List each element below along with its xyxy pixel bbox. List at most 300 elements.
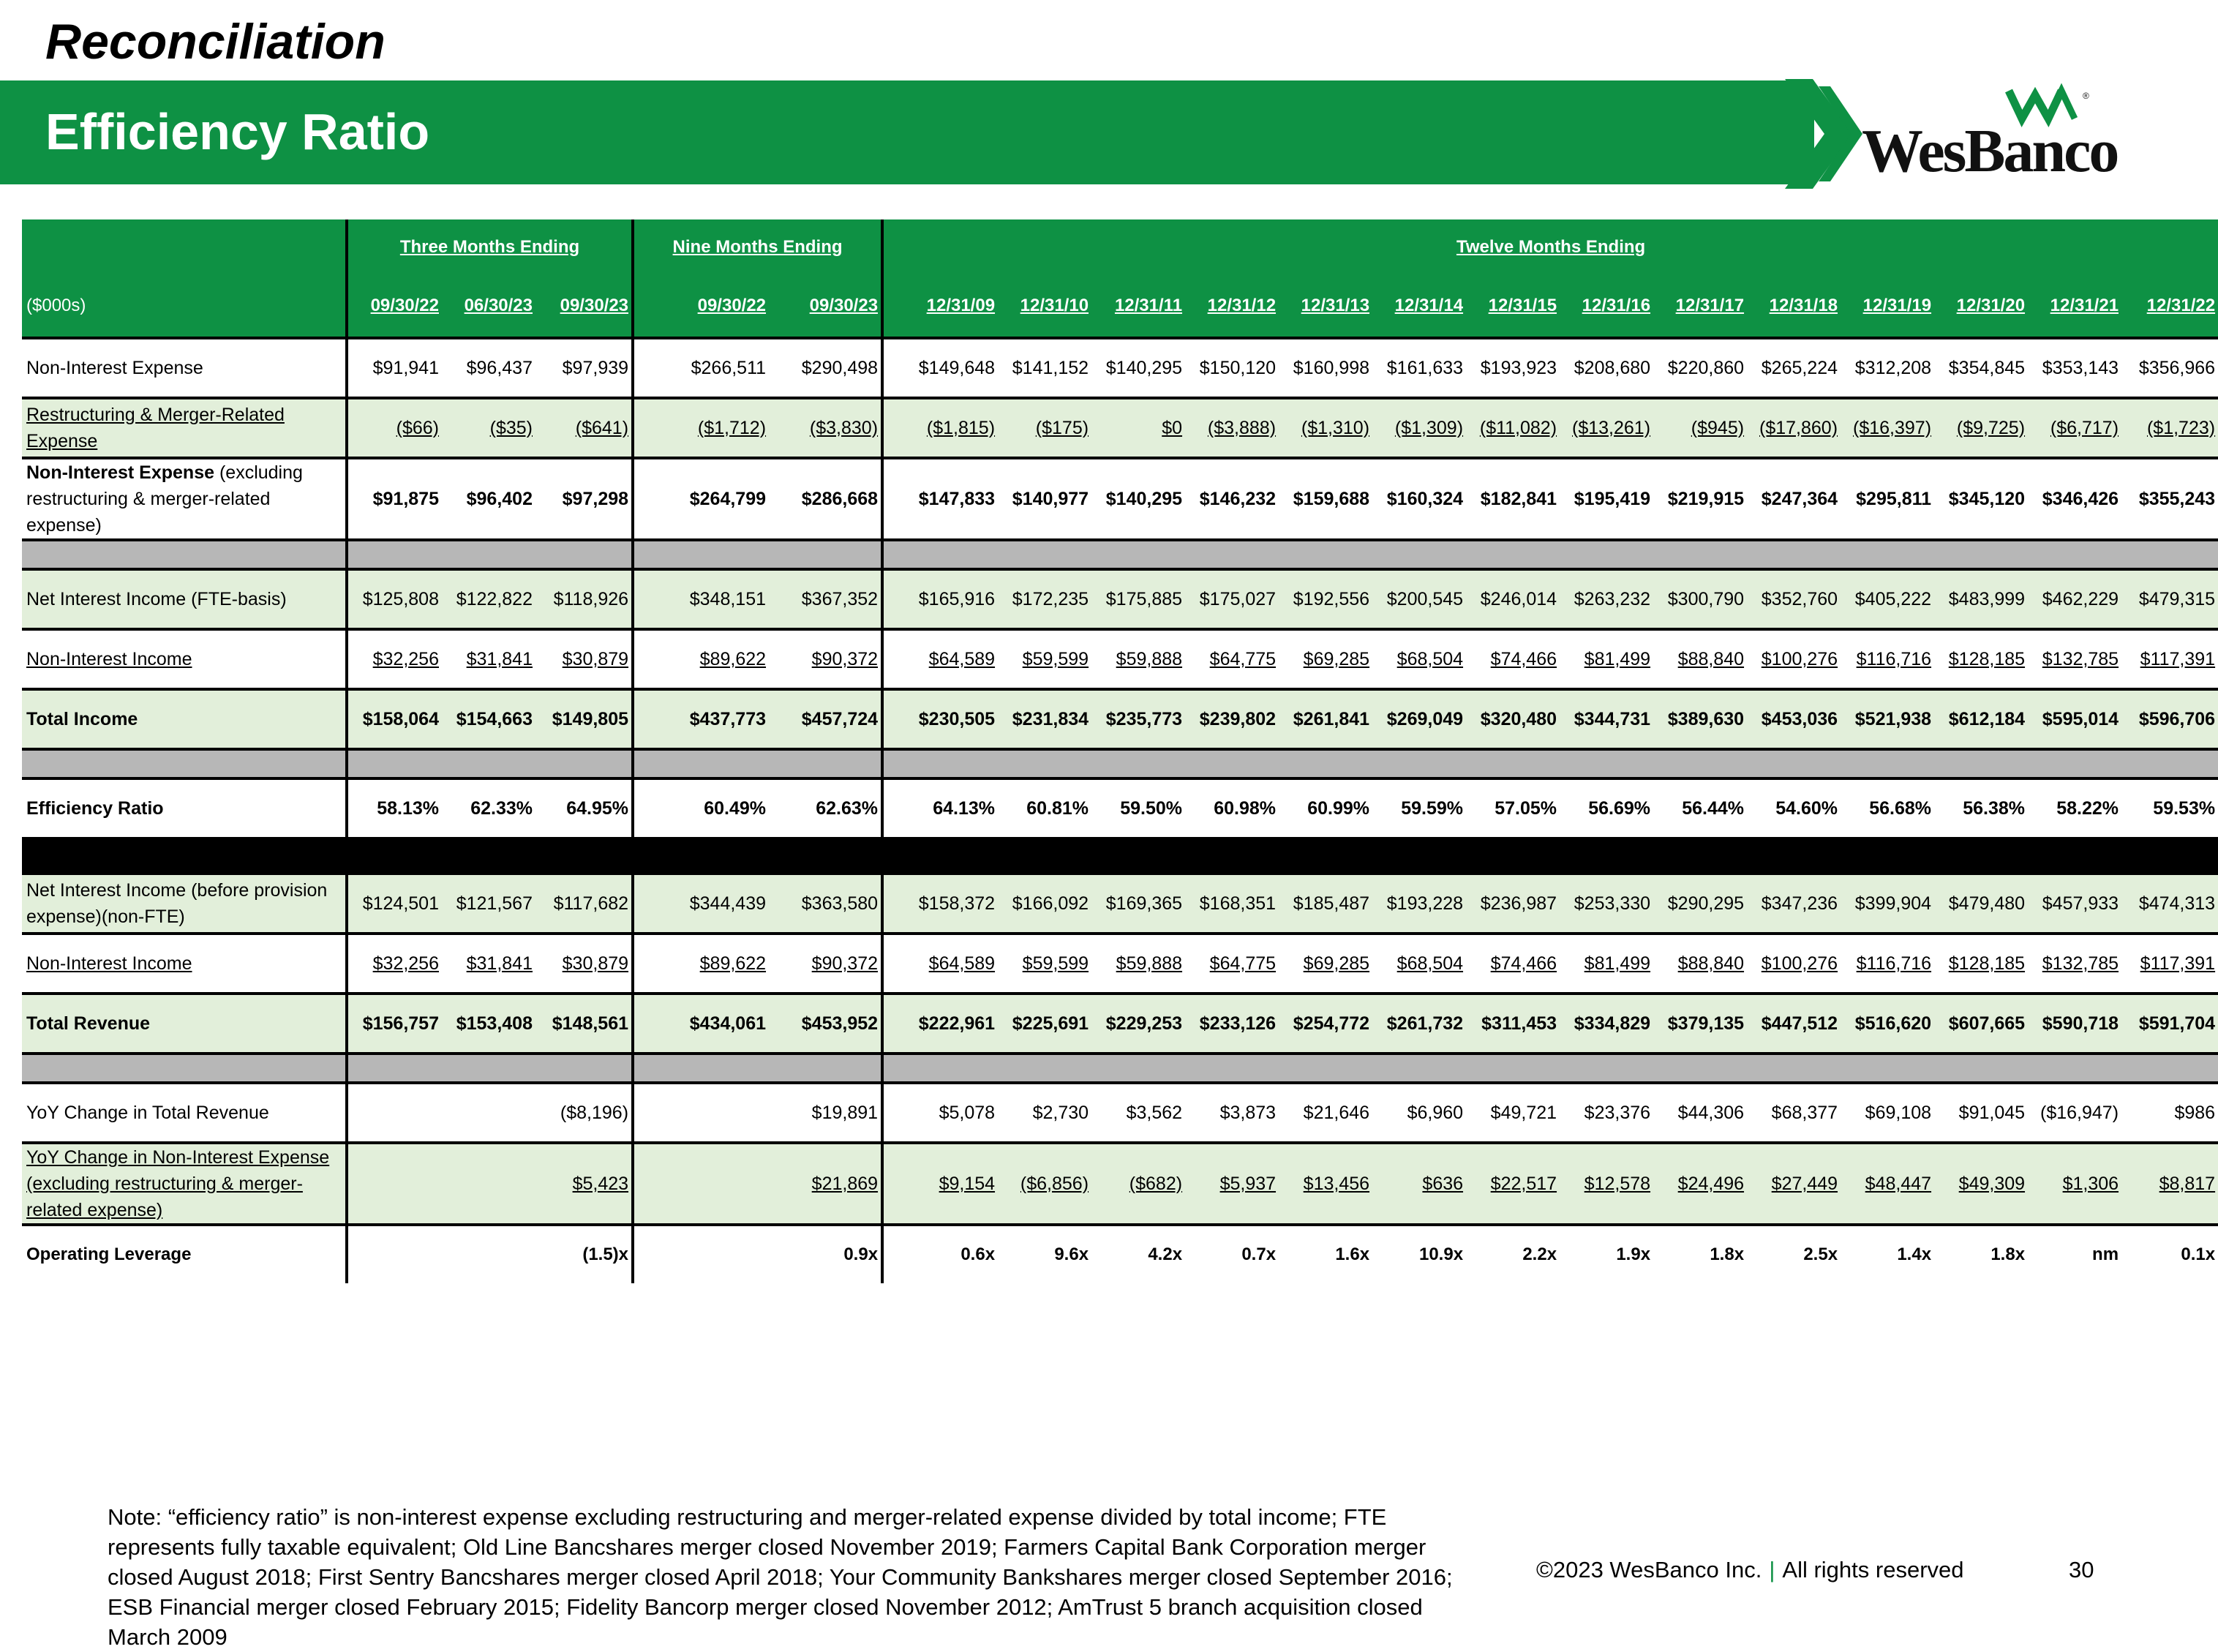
table-cell: $116,716	[1841, 934, 1934, 994]
column-header-label: 09/30/22	[697, 296, 767, 315]
table-cell: $32,256	[347, 934, 442, 994]
table-cell: 64.95%	[535, 778, 633, 838]
table-cell: $64,775	[1185, 629, 1279, 689]
table-cell	[442, 1225, 535, 1283]
table-cell: $479,315	[2121, 569, 2218, 629]
table-row	[22, 778, 2218, 838]
column-header-label: 09/30/23	[560, 296, 629, 315]
table-cell: $246,014	[1466, 569, 1560, 629]
table-cell: $193,228	[1372, 874, 1466, 934]
table-cell: 58.22%	[2028, 778, 2121, 838]
table-cell: $220,860	[1653, 338, 1747, 398]
table-cell: $254,772	[1279, 994, 1372, 1054]
table-cell: $367,352	[769, 569, 882, 629]
page-title: Efficiency Ratio	[45, 103, 430, 160]
table-row	[22, 458, 2218, 540]
table-cell: $219,915	[1653, 458, 1747, 540]
column-header	[1653, 275, 1747, 338]
column-header-label: 12/31/17	[1675, 296, 1745, 315]
table-cell	[347, 1083, 442, 1143]
table-cell: $165,916	[882, 569, 998, 629]
table-cell: $117,682	[535, 874, 633, 934]
table-cell: $23,376	[1560, 1083, 1653, 1143]
table-cell: $169,365	[1091, 874, 1185, 934]
column-header	[442, 275, 535, 338]
table-cell: $30,879	[535, 934, 633, 994]
column-header	[1091, 275, 1185, 338]
table-cell: $118,926	[535, 569, 633, 629]
table-cell: $379,135	[1653, 994, 1747, 1054]
table-cell: $91,941	[347, 338, 442, 398]
table-cell: $89,622	[633, 629, 769, 689]
table-cell: $474,313	[2121, 874, 2218, 934]
table-cell: $49,721	[1466, 1083, 1560, 1143]
table-cell: $230,505	[882, 689, 998, 749]
table-cell: $457,933	[2028, 874, 2121, 934]
table-cell: $21,869	[769, 1143, 882, 1225]
row-label: YoY Change in Non-Interest Expense (excluding restructuring & merger-related expense)	[22, 1143, 347, 1225]
table-cell: $81,499	[1560, 629, 1653, 689]
table-cell: $3,873	[1185, 1083, 1279, 1143]
table-cell: $117,391	[2121, 629, 2218, 689]
table-row	[22, 1143, 2218, 1225]
table-cell: $200,545	[1372, 569, 1466, 629]
table-cell: $192,556	[1279, 569, 1372, 629]
table-cell: 60.49%	[633, 778, 769, 838]
footer-separator: |	[1769, 1557, 1775, 1582]
table-cell: $59,599	[998, 629, 1091, 689]
table-cell: ($3,888)	[1185, 398, 1279, 458]
column-header	[882, 275, 998, 338]
table-cell: $116,716	[1841, 629, 1934, 689]
row-label: Non-Interest Expense (excluding restructuring & merger-related expense)	[22, 458, 347, 540]
table-cell: $346,426	[2028, 458, 2121, 540]
row-label: Non-Interest Expense	[22, 338, 347, 398]
table-cell: $19,891	[769, 1083, 882, 1143]
table-cell: $355,243	[2121, 458, 2218, 540]
table-cell: $353,143	[2028, 338, 2121, 398]
table-cell: $286,668	[769, 458, 882, 540]
table-cell: $132,785	[2028, 934, 2121, 994]
table-cell: $64,589	[882, 629, 998, 689]
table-cell: $399,904	[1841, 874, 1934, 934]
table-cell: $264,799	[633, 458, 769, 540]
table-cell: 56.38%	[1934, 778, 2028, 838]
table-cell: $31,841	[442, 629, 535, 689]
column-header-label: 12/31/18	[1769, 296, 1838, 315]
table-cell: $266,511	[633, 338, 769, 398]
row-label: Total Income	[22, 689, 347, 749]
table-cell: $64,775	[1185, 934, 1279, 994]
table-cell: $166,092	[998, 874, 1091, 934]
table-cell: $612,184	[1934, 689, 2028, 749]
table-cell: 59.50%	[1091, 778, 1185, 838]
table-cell: ($8,196)	[535, 1083, 633, 1143]
table-cell: $27,449	[1747, 1143, 1841, 1225]
table-cell: $12,578	[1560, 1143, 1653, 1225]
table-cell: $225,691	[998, 994, 1091, 1054]
table-cell: $140,977	[998, 458, 1091, 540]
table-cell: 1.8x	[1653, 1225, 1747, 1283]
table-cell	[347, 1143, 442, 1225]
table-cell: $140,295	[1091, 338, 1185, 398]
table-cell: ($11,082)	[1466, 398, 1560, 458]
table-cell: $168,351	[1185, 874, 1279, 934]
column-header-label: 12/31/09	[926, 296, 996, 315]
table-cell: $261,732	[1372, 994, 1466, 1054]
table-cell: $88,840	[1653, 629, 1747, 689]
nine-months-header: Nine Months Ending	[633, 219, 882, 275]
three-months-header: Three Months Ending	[347, 219, 633, 275]
table-cell	[347, 1225, 442, 1283]
table-cell: $5,078	[882, 1083, 998, 1143]
table-cell: $148,561	[535, 994, 633, 1054]
table-cell: ($6,856)	[998, 1143, 1091, 1225]
table-cell: $263,232	[1560, 569, 1653, 629]
column-header	[1372, 275, 1466, 338]
table-cell: $3,562	[1091, 1083, 1185, 1143]
table-cell: $595,014	[2028, 689, 2121, 749]
table-cell: 64.13%	[882, 778, 998, 838]
table-cell: $222,961	[882, 994, 998, 1054]
table-cell: 56.68%	[1841, 778, 1934, 838]
table-cell: ($6,717)	[2028, 398, 2121, 458]
table-row	[22, 338, 2218, 398]
table-cell: $5,423	[535, 1143, 633, 1225]
column-header-label: 12/31/14	[1394, 296, 1464, 315]
table-cell: $124,501	[347, 874, 442, 934]
table-cell: $521,938	[1841, 689, 1934, 749]
row-label: Efficiency Ratio	[22, 778, 347, 838]
table-cell: (1.5)x	[535, 1225, 633, 1283]
column-header	[1185, 275, 1279, 338]
table-cell: $311,453	[1466, 994, 1560, 1054]
table-cell: $32,256	[347, 629, 442, 689]
table-cell: $69,285	[1279, 629, 1372, 689]
table-cell: $261,841	[1279, 689, 1372, 749]
table-cell: $22,517	[1466, 1143, 1560, 1225]
table-cell: $24,496	[1653, 1143, 1747, 1225]
table-cell: $59,888	[1091, 934, 1185, 994]
table-cell: $90,372	[769, 934, 882, 994]
table-cell	[633, 1083, 769, 1143]
table-cell	[442, 1143, 535, 1225]
table-cell: $235,773	[1091, 689, 1185, 749]
table-cell: $96,437	[442, 338, 535, 398]
table-cell: $345,120	[1934, 458, 2028, 540]
table-row	[22, 689, 2218, 749]
table-cell: $100,276	[1747, 629, 1841, 689]
table-cell: $300,790	[1653, 569, 1747, 629]
table-cell: $295,811	[1841, 458, 1934, 540]
table-cell: $21,646	[1279, 1083, 1372, 1143]
table-cell: $160,324	[1372, 458, 1466, 540]
table-cell: $161,633	[1372, 338, 1466, 398]
column-header	[347, 275, 442, 338]
column-header	[1279, 275, 1372, 338]
column-header-label: 12/31/20	[1956, 296, 2026, 315]
table-cell: 0.9x	[769, 1225, 882, 1283]
table-cell: $344,439	[633, 874, 769, 934]
section-kicker: Reconciliation	[45, 14, 386, 70]
chevron-icon	[1785, 79, 1865, 189]
table-cell: 1.6x	[1279, 1225, 1372, 1283]
table-cell: $97,298	[535, 458, 633, 540]
table-cell: 9.6x	[998, 1225, 1091, 1283]
column-header	[2121, 275, 2218, 338]
table-cell: $986	[2121, 1083, 2218, 1143]
table-row	[22, 1225, 2218, 1283]
table-cell: $447,512	[1747, 994, 1841, 1054]
table-cell: $6,960	[1372, 1083, 1466, 1143]
table-cell	[633, 1143, 769, 1225]
column-header	[998, 275, 1091, 338]
table-cell: $312,208	[1841, 338, 1934, 398]
table-cell: $128,185	[1934, 934, 2028, 994]
column-header-label: 12/31/11	[1114, 296, 1183, 315]
table-cell: $354,845	[1934, 338, 2028, 398]
table-cell: $2,730	[998, 1083, 1091, 1143]
table-cell: $239,802	[1185, 689, 1279, 749]
table-cell: $363,580	[769, 874, 882, 934]
table-cell: $156,757	[347, 994, 442, 1054]
units-label: ($000s)	[22, 275, 347, 338]
table-cell: $347,236	[1747, 874, 1841, 934]
table-cell: $596,706	[2121, 689, 2218, 749]
table-cell: $128,185	[1934, 629, 2028, 689]
table-cell: ($1,309)	[1372, 398, 1466, 458]
table-cell: ($175)	[998, 398, 1091, 458]
table-cell: $125,808	[347, 569, 442, 629]
table-cell: 60.81%	[998, 778, 1091, 838]
column-header-label: 09/30/23	[809, 296, 879, 315]
table-cell: $182,841	[1466, 458, 1560, 540]
table-cell: $208,680	[1560, 338, 1653, 398]
table-cell: $49,309	[1934, 1143, 2028, 1225]
table-cell: $479,480	[1934, 874, 2028, 934]
table-cell: $153,408	[442, 994, 535, 1054]
table-cell: $74,466	[1466, 934, 1560, 994]
copyright-text: ©2023 WesBanco Inc.	[1536, 1557, 1762, 1582]
table-cell: ($641)	[535, 398, 633, 458]
spacer-row	[22, 540, 2218, 569]
table-cell: $69,108	[1841, 1083, 1934, 1143]
row-label: Total Revenue	[22, 994, 347, 1054]
table-cell: 56.44%	[1653, 778, 1747, 838]
table-cell: $59,888	[1091, 629, 1185, 689]
table-row	[22, 1083, 2218, 1143]
table-row	[22, 934, 2218, 994]
table-cell: $0	[1091, 398, 1185, 458]
table-cell: 1.9x	[1560, 1225, 1653, 1283]
table-cell: ($35)	[442, 398, 535, 458]
table-cell: $31,841	[442, 934, 535, 994]
column-header-label: 09/30/22	[370, 296, 439, 315]
table-cell: $100,276	[1747, 934, 1841, 994]
table-cell: $269,049	[1372, 689, 1466, 749]
table-cell: $389,630	[1653, 689, 1747, 749]
table-cell: $636	[1372, 1143, 1466, 1225]
table-cell: $9,154	[882, 1143, 998, 1225]
table-row	[22, 874, 2218, 934]
table-cell: $91,045	[1934, 1083, 2028, 1143]
table-cell: $150,120	[1185, 338, 1279, 398]
table-cell: $352,760	[1747, 569, 1841, 629]
table-cell: 54.60%	[1747, 778, 1841, 838]
table-cell: $348,151	[633, 569, 769, 629]
column-header	[1466, 275, 1560, 338]
column-header	[633, 275, 769, 338]
table-cell: $453,952	[769, 994, 882, 1054]
table-cell: $90,372	[769, 629, 882, 689]
row-label: Restructuring & Merger-Related Expense	[22, 398, 347, 458]
table-cell: 57.05%	[1466, 778, 1560, 838]
table-cell: ($66)	[347, 398, 442, 458]
table-cell: $231,834	[998, 689, 1091, 749]
table-cell: $334,829	[1560, 994, 1653, 1054]
table-cell: 60.98%	[1185, 778, 1279, 838]
table-cell: $175,885	[1091, 569, 1185, 629]
table-cell: 1.8x	[1934, 1225, 2028, 1283]
rights-text: All rights reserved	[1782, 1557, 1964, 1582]
table-cell: $59,599	[998, 934, 1091, 994]
table-cell: $405,222	[1841, 569, 1934, 629]
table-cell: $140,295	[1091, 458, 1185, 540]
table-cell: $121,567	[442, 874, 535, 934]
row-label: Non-Interest Income	[22, 629, 347, 689]
table-cell: $229,253	[1091, 994, 1185, 1054]
table-cell: ($1,310)	[1279, 398, 1372, 458]
table-cell: ($1,815)	[882, 398, 998, 458]
footnote: Note: “efficiency ratio” is non-interest expense excluding restructuring and merger-related expense divided by total income; FTE represents fully taxable equivalent; Old Line Bancshares merger closed November 2019; Farmers Capital Bank Corporation merger closed August 2018; First Sentry Bancshares merger closed April 2018; Your Community Bankshares merger closed September 2016; ESB Financial merger closed February 2015; Fidelity Bancorp merger closed November 2012; AmTrust 5 branch acquisition closed March 2009	[108, 1504, 1453, 1650]
column-header-label: 12/31/16	[1582, 296, 1651, 315]
table-cell: $69,285	[1279, 934, 1372, 994]
table-cell: $149,648	[882, 338, 998, 398]
table-cell: ($1,712)	[633, 398, 769, 458]
table-cell: ($1,723)	[2121, 398, 2218, 458]
table-row	[22, 569, 2218, 629]
table-cell: 56.69%	[1560, 778, 1653, 838]
table-cell: ($682)	[1091, 1143, 1185, 1225]
table-cell: $64,589	[882, 934, 998, 994]
table-cell: $290,295	[1653, 874, 1747, 934]
group-header-row	[22, 219, 2218, 275]
row-label: YoY Change in Total Revenue	[22, 1083, 347, 1143]
table-cell: 2.2x	[1466, 1225, 1560, 1283]
column-header	[769, 275, 882, 338]
table-cell: 1.4x	[1841, 1225, 1934, 1283]
row-label: Net Interest Income (FTE-basis)	[22, 569, 347, 629]
table-cell: $236,987	[1466, 874, 1560, 934]
table-cell: 4.2x	[1091, 1225, 1185, 1283]
table-cell: $160,998	[1279, 338, 1372, 398]
table-cell: $96,402	[442, 458, 535, 540]
spacer-row	[22, 749, 2218, 778]
table-cell: $483,999	[1934, 569, 2028, 629]
table-cell: $44,306	[1653, 1083, 1747, 1143]
row-label: Non-Interest Income	[22, 934, 347, 994]
table-cell: $48,447	[1841, 1143, 1934, 1225]
row-label: Operating Leverage	[22, 1225, 347, 1283]
column-header-label: 12/31/12	[1207, 296, 1277, 315]
table-row	[22, 398, 2218, 458]
table-cell: ($16,397)	[1841, 398, 1934, 458]
table-cell: ($3,830)	[769, 398, 882, 458]
table-cell: $68,504	[1372, 934, 1466, 994]
table-cell: $154,663	[442, 689, 535, 749]
table-cell: $74,466	[1466, 629, 1560, 689]
table-cell: $97,939	[535, 338, 633, 398]
table-cell: $607,665	[1934, 994, 2028, 1054]
table-cell: ($17,860)	[1747, 398, 1841, 458]
table-cell: $158,372	[882, 874, 998, 934]
column-header	[2028, 275, 2121, 338]
table-cell: $591,704	[2121, 994, 2218, 1054]
divider-row	[22, 838, 2218, 874]
table-cell: $175,027	[1185, 569, 1279, 629]
table-cell: $462,229	[2028, 569, 2121, 629]
table-cell: $88,840	[1653, 934, 1747, 994]
table-cell: $81,499	[1560, 934, 1653, 994]
column-header-label: 12/31/15	[1488, 296, 1557, 315]
table-cell: $13,456	[1279, 1143, 1372, 1225]
table-cell: ($16,947)	[2028, 1083, 2121, 1143]
table-cell: $8,817	[2121, 1143, 2218, 1225]
table-cell	[633, 1225, 769, 1283]
table-cell: $320,480	[1466, 689, 1560, 749]
column-header-label: 12/31/22	[2146, 296, 2216, 315]
table-row	[22, 629, 2218, 689]
table-cell: 59.53%	[2121, 778, 2218, 838]
page-number: 30	[2069, 1557, 2094, 1582]
column-header-label: 12/31/19	[1862, 296, 1932, 315]
table-cell: $159,688	[1279, 458, 1372, 540]
column-header-label: 12/31/10	[1020, 296, 1089, 315]
table-cell: 10.9x	[1372, 1225, 1466, 1283]
table-cell: $172,235	[998, 569, 1091, 629]
column-header	[1560, 275, 1653, 338]
table-cell: $5,937	[1185, 1143, 1279, 1225]
table-cell: $117,391	[2121, 934, 2218, 994]
table-cell: 0.6x	[882, 1225, 998, 1283]
efficiency-ratio-table	[22, 219, 2218, 1283]
table-cell: $516,620	[1841, 994, 1934, 1054]
table-cell: 0.1x	[2121, 1225, 2218, 1283]
wesbanco-logo	[1862, 88, 2125, 183]
table-cell: $30,879	[535, 629, 633, 689]
column-header-label: 12/31/13	[1301, 296, 1370, 315]
table-cell: $149,805	[535, 689, 633, 749]
logo-wordmark: WesBanco	[1862, 117, 2118, 185]
table-cell: $233,126	[1185, 994, 1279, 1054]
table-cell: 58.13%	[347, 778, 442, 838]
table-cell: $147,833	[882, 458, 998, 540]
table-cell: $356,966	[2121, 338, 2218, 398]
registered-mark: ®	[2083, 91, 2089, 101]
table-cell: $132,785	[2028, 629, 2121, 689]
table-cell: $91,875	[347, 458, 442, 540]
table-cell: ($9,725)	[1934, 398, 2028, 458]
table-cell: $185,487	[1279, 874, 1372, 934]
table-cell: nm	[2028, 1225, 2121, 1283]
table-cell: $193,923	[1466, 338, 1560, 398]
column-header-label: 06/30/23	[464, 296, 533, 315]
table-cell: $437,773	[633, 689, 769, 749]
table-cell: $590,718	[2028, 994, 2121, 1054]
table-cell: ($945)	[1653, 398, 1747, 458]
table-cell: $453,036	[1747, 689, 1841, 749]
column-header	[1747, 275, 1841, 338]
